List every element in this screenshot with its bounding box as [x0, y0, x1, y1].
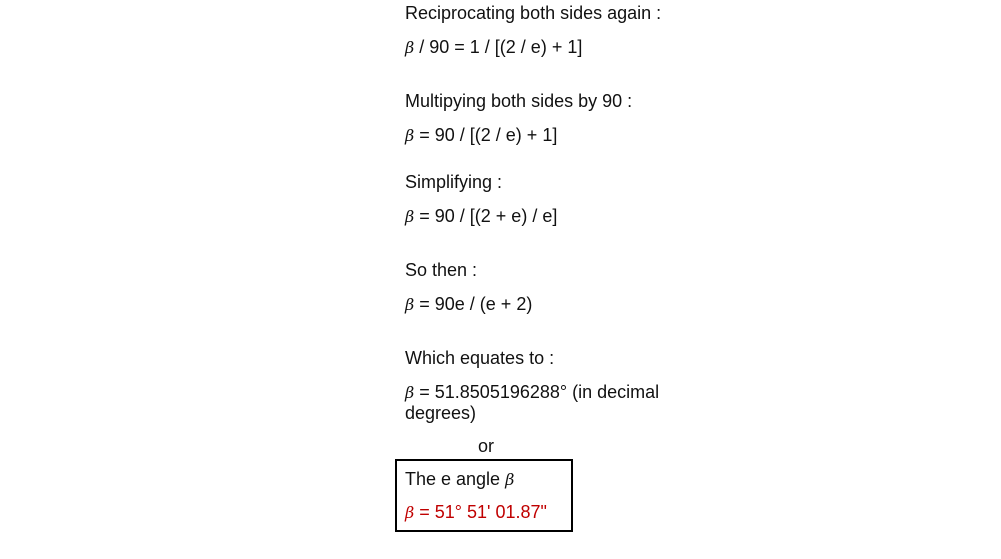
step-5-equation-text: = 51.8505196288° (in decimal degrees) — [405, 382, 660, 423]
step-3-equation-text: = 90 / [(2 + e) / e] — [414, 206, 558, 226]
step-3-heading: Simplifying : — [405, 172, 503, 192]
beta-symbol: β — [405, 38, 415, 57]
step-2-heading: Multipying both sides by 90 : — [405, 91, 633, 111]
beta-symbol: β — [405, 503, 415, 522]
result-value-text: = 51° 51' 01.87" — [414, 502, 547, 522]
beta-symbol: β — [505, 470, 515, 489]
step-3-equation — [405, 206, 557, 227]
step-4-equation — [405, 294, 532, 315]
beta-symbol: β — [405, 207, 415, 226]
step-4-heading: So then : — [405, 260, 478, 280]
step-1-equation-text: / 90 = 1 / [(2 / e) + 1] — [414, 37, 583, 57]
result-title — [405, 469, 514, 490]
step-2-equation-text: = 90 / [(2 / e) + 1] — [414, 125, 558, 145]
or-label: or — [478, 436, 495, 456]
step-4-equation-text: = 90e / (e + 2) — [414, 294, 533, 314]
beta-symbol: β — [405, 383, 415, 402]
step-5-heading: Which equates to : — [405, 348, 555, 368]
beta-symbol: β — [405, 126, 415, 145]
result-value — [405, 502, 547, 523]
result-box — [395, 459, 573, 532]
step-5-equation — [405, 382, 705, 424]
step-1-equation — [405, 37, 582, 58]
step-1-heading: Reciprocating both sides again : — [405, 3, 662, 23]
step-2-equation — [405, 125, 557, 146]
result-title-text: The e angle — [405, 469, 506, 489]
beta-symbol: β — [405, 295, 415, 314]
